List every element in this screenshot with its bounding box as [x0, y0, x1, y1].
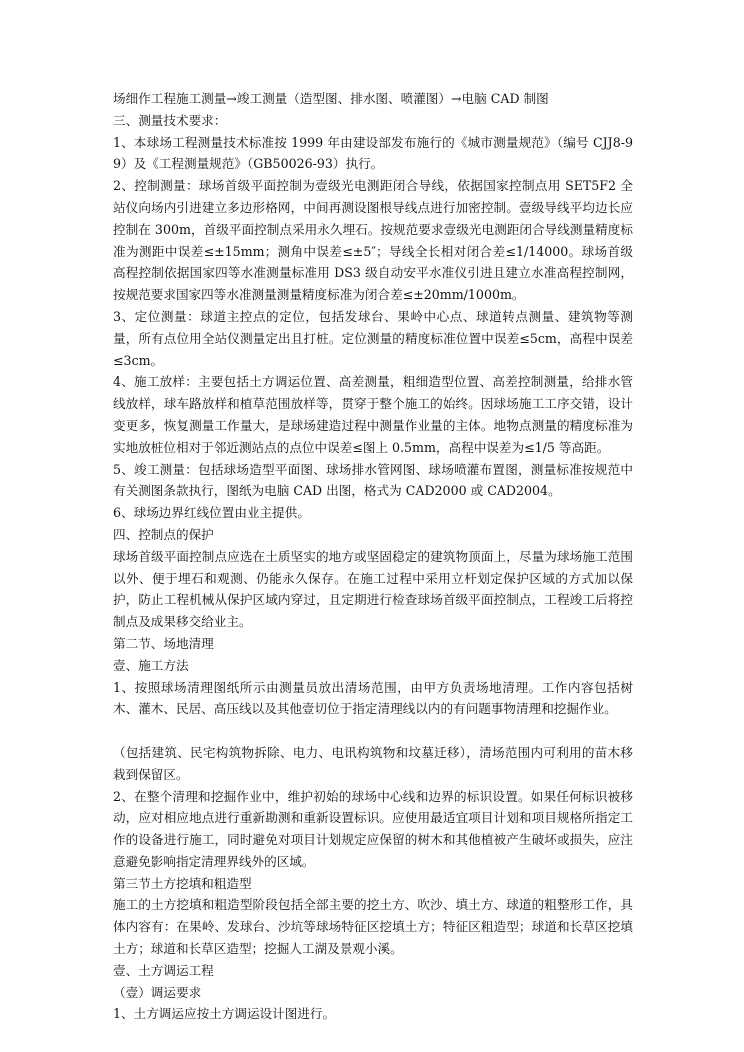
section-heading-earthwork: 第三节土方挖填和粗造型: [113, 875, 252, 891]
section-heading-survey-requirements: 三、测量技术要求：: [113, 112, 227, 128]
paragraph-positioning-survey: 3、定位测量：球道主控点的定位，包括发球台、果岭中心点、球道转点测量、建筑物等测量，所有点位用全站仪测量定出且打桩。定位测量的精度标准位置中误差≤5cm，高程中误差≤3cm。: [113, 308, 633, 368]
paragraph-control-point-protection: 球场首级平面控制点应选在土质坚实的地方或坚固稳定的建筑物顶面上，尽量为球场施工范围以外、便于埋石和观测、仍能永久保存。在施工过程中采用立杆划定保护区域的方式加以保护，防止工程机械从保护区域内穿过，且定期进行检查球场首级平面控制点，工程竣工后将控制点及成果移交给业主。: [113, 548, 633, 630]
paragraph-flow-summary: 场细作工程施工测量→竣工测量（造型图、排水图、喷灌图）→电脑 CAD 制图: [113, 91, 549, 106]
paragraph-boundary-line: 6、球场边界红线位置由业主提供。: [113, 505, 310, 521]
subsection-heading-earth-transport: 壹、土方调运工程: [113, 962, 214, 978]
subsection-heading-construction-method: 壹、施工方法: [113, 657, 189, 673]
section-heading-site-clearing: 第二节、场地清理: [113, 635, 214, 651]
paragraph-control-survey: 2、控制测量：球场首级平面控制为壹级光电测距闭合导线，依据国家控制点用 SET5F2 全站仪向场内引进建立多边形格网，中间再测设图根导线点进行加密控制。壹级导线平均边长应控制在 300m，首级平面控制点采用永久埋石。按规范要求壹级光电测距闭合导线测量精度标准为测距中误差≤±15mm；测角中误差≤±5″；导线全长相对闭合差≤1/14000。球场首级高程控制依据国家四等水准测量标准用 DS3 级自动安平水准仪引进且建立水准高程控制网，按规范要求国家四等水准测量测量精度标准为闭合差≤±20mm/1000m。: [113, 178, 633, 303]
blank-line: [113, 720, 633, 742]
paragraph-clearing-scope: 1、按照球场清理图纸所示由测量员放出清场范围，由甲方负责场地清理。工作内容包括树木、灌木、民居、高压线以及其他壹切位于指定清理线以内的有问题事物清理和挖掘作业。: [113, 679, 633, 717]
section-heading-control-point-protection: 四、控制点的保护: [113, 526, 214, 542]
paragraph-clearing-detail: （包括建筑、民宅构筑物拆除、电力、电讯构筑物和坟墓迁移），清场范围内可利用的苗木移栽到保留区。: [113, 744, 633, 782]
paragraph-construction-staking: 4、施工放样：主要包括土方调运位置、高差测量，粗细造型位置、高差控制测量，给排水管线放样，球车路放样和植草范围放样等，贯穿于整个施工的始终。因球场施工工序交错，设计变更多，恢复测量工作量大，是球场建造过程中测量作业量的主体。地物点测量的精度标准为实地放桩位相对于邻近测站点的点位中误差≤图上 0.5mm，高程中误差为≤1/5 等高距。: [113, 374, 633, 455]
paragraph-as-built-survey: 5、竣工测量：包括球场造型平面图、球场排水管网图、球场喷灌布置图，测量标准按规范中有关测图条款执行，图纸为电脑 CAD 出图，格式为 CAD2000 或 CAD2004。: [113, 461, 633, 499]
paragraph-marker-maintenance: 2、在整个清理和挖掘作业中，维护初始的球场中心线和边界的标识设置。如果任何标识被移动，应对相应地点进行重新勘测和重新设置标识。应使用最适宜项目计划和项目规格所指定工作的设备进行施工，同时避免对项目计划规定应保留的树木和其他植被产生破坏或损失，应注意避免影响指定清理界线外的区域。: [113, 788, 633, 869]
paragraph-standards: 1、本球场工程测量技术标准按 1999 年由建设部发布施行的《城市测量规范》（编号 CJJ8-99）及《工程测量规范》（GB50026-93）执行。: [113, 134, 633, 172]
document-page: [113, 88, 633, 1025]
subsection-heading-transport-requirements: （壹）调运要求: [113, 984, 202, 1000]
paragraph-transport-plan: 1、土方调运应按土方调运设计图进行。: [113, 1006, 336, 1022]
paragraph-earthwork-scope: 施工的土方挖填和粗造型阶段包括全部主要的挖土方、吹沙、填土方、球道的粗整形工作，具体内容有：在果岭、发球台、沙坑等球场特征区挖填土方；特征区粗造型；球道和长草区挖填土方；球道和长草区造型；挖掘人工湖及景观小溪。: [113, 897, 633, 957]
